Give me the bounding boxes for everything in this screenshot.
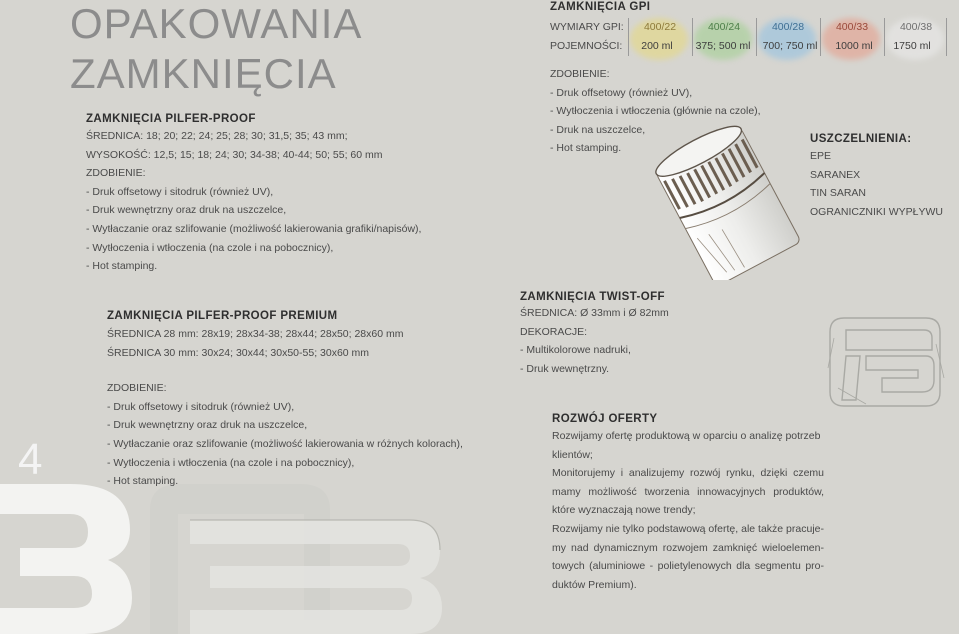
text-line: my nad dynamicznym rozwojem zamknięć wieloelemen- (552, 541, 824, 554)
gpi-size: 400/22 (643, 21, 677, 33)
twist-off-section (520, 291, 669, 378)
title-line-2: ZAMKNIĘCIA (70, 50, 337, 97)
gpi-size: 400/24 (707, 21, 741, 33)
gpi-decoration (550, 65, 761, 158)
text-line: ŚREDNICA: 18; 20; 22; 24; 25; 28; 30; 31,5; 35; 43 mm; (86, 130, 348, 142)
seals-section (810, 133, 943, 221)
gpi-size: 400/33 (835, 21, 869, 33)
gpi-capacity-label: POJEMNOŚCI: (550, 40, 623, 52)
gpi-capacity: 1750 ml (893, 40, 931, 52)
section-heading: ROZWÓJ OFERTY (552, 413, 658, 425)
text-line: - Hot stamping. (86, 260, 158, 273)
gpi-capacity: 1000 ml (835, 40, 873, 52)
text-line: - Druk wewnętrzny. (520, 362, 610, 375)
text-line: ŚREDNICA 30 mm: 30x24; 30x44; 30x50-55; 30x60 mm (107, 346, 370, 359)
text-line: ZDOBIENIE: (86, 167, 146, 180)
text-line: - Hot stamping. (107, 475, 179, 488)
section-heading: USZCZELNIENIA: (810, 133, 912, 145)
section-heading: ZAMKNIĘCIA PILFER-PROOF PREMIUM (107, 310, 338, 322)
development-section (552, 413, 824, 594)
text-line: ZDOBIENIE: (107, 382, 167, 395)
page-number: 4 (18, 435, 43, 484)
text-line: klientów; (552, 448, 593, 461)
list-item: TIN SARAN (810, 187, 867, 200)
text-line: ŚREDNICA 28 mm: 28x19; 28x34-38; 28x44; 28x50; 28x60 mm (107, 328, 404, 340)
text-line: Rozwijamy ofertę produktową w oparciu o analizę potrzeb (552, 430, 821, 442)
text-line: - Wytłoczenia i wtłoczenia (na czole i na pobocznicy), (107, 456, 355, 469)
text-line: - Druk offsetowy i sitodruk (również UV), (107, 400, 295, 413)
text-line: Monitorujemy i analizujemy rozwój rynku, dzięki czemu (552, 467, 824, 480)
text-line: - Hot stamping. (550, 142, 622, 155)
gpi-sizes-label: WYMIARY GPI: (550, 21, 624, 33)
text-line: DEKORACJE: (520, 325, 588, 338)
gpi-size: 400/38 (899, 21, 933, 33)
text-line: Rozwijamy nie tylko podstawową ofertę, ale także pracuje- (552, 522, 824, 535)
gpi-capacity: 375; 500 ml (695, 40, 751, 52)
section-heading: ZAMKNIĘCIA TWIST-OFF (520, 291, 665, 303)
text-line: - Druk offsetowy i sitodruk (również UV), (86, 185, 274, 198)
gpi-capacity: 200 ml (641, 40, 673, 52)
text-line: mamy możliwość tworzenia innowacyjnych produktów, (552, 485, 824, 498)
pilfer-proof-section (86, 113, 421, 276)
text-line: - Wytłoczenia i wtłoczenia (na czole i na pobocznicy), (86, 241, 334, 254)
text-line: - Wytłoczenia i wtłoczenia (głównie na czole), (550, 105, 761, 118)
page-title (70, 0, 362, 99)
text-line: ŚREDNICA: Ø 33mm i Ø 82mm (520, 307, 669, 319)
text-line: - Druk wewnętrzny oraz druk na uszczelce, (86, 204, 287, 217)
text-line: - Wytłaczanie oraz szlifowanie (możliwość lakierowania grafiki/napisów), (86, 222, 422, 235)
text-line: które wyznaczają nowe trendy; (552, 504, 696, 517)
text-line: ZDOBIENIE: (550, 68, 610, 80)
gpi-size: 400/28 (771, 21, 805, 33)
text-line: - Wytłaczanie oraz szlifowanie (możliwość lakierowania w różnych kolorach), (107, 437, 463, 450)
text-line: - Druk na uszczelce, (550, 123, 646, 136)
pilfer-proof-premium-section (107, 310, 463, 491)
gpi-heading: ZAMKNIĘCIA GPI (550, 1, 651, 13)
list-item: OGRANICZNIKI WYPŁYWU (810, 205, 944, 218)
text-line: WYSOKOŚĆ: 12,5; 15; 18; 24; 30; 34-38; 40-44; 50; 55; 60 mm (86, 148, 383, 161)
section-heading: ZAMKNIĘCIA PILFER-PROOF (86, 113, 256, 125)
text-line: - Druk offsetowy (również UV), (550, 86, 693, 99)
text-line: - Druk wewnętrzny oraz druk na uszczelce, (107, 419, 308, 432)
sketch-logo-icon (826, 308, 946, 412)
text-line: duktów Premium). (552, 578, 637, 591)
title-line-1: OPAKOWANIA (70, 0, 363, 47)
list-item: SARANEX (810, 168, 861, 181)
list-item: EPE (810, 150, 832, 162)
logo-watermark (0, 470, 460, 634)
text-line: towych (aluminiowe - polietylenowych dla segmentu pro- (552, 560, 824, 573)
gpi-capacity: 700; 750 ml (762, 40, 818, 52)
text-line: - Multikolorowe nadruki, (520, 344, 631, 357)
